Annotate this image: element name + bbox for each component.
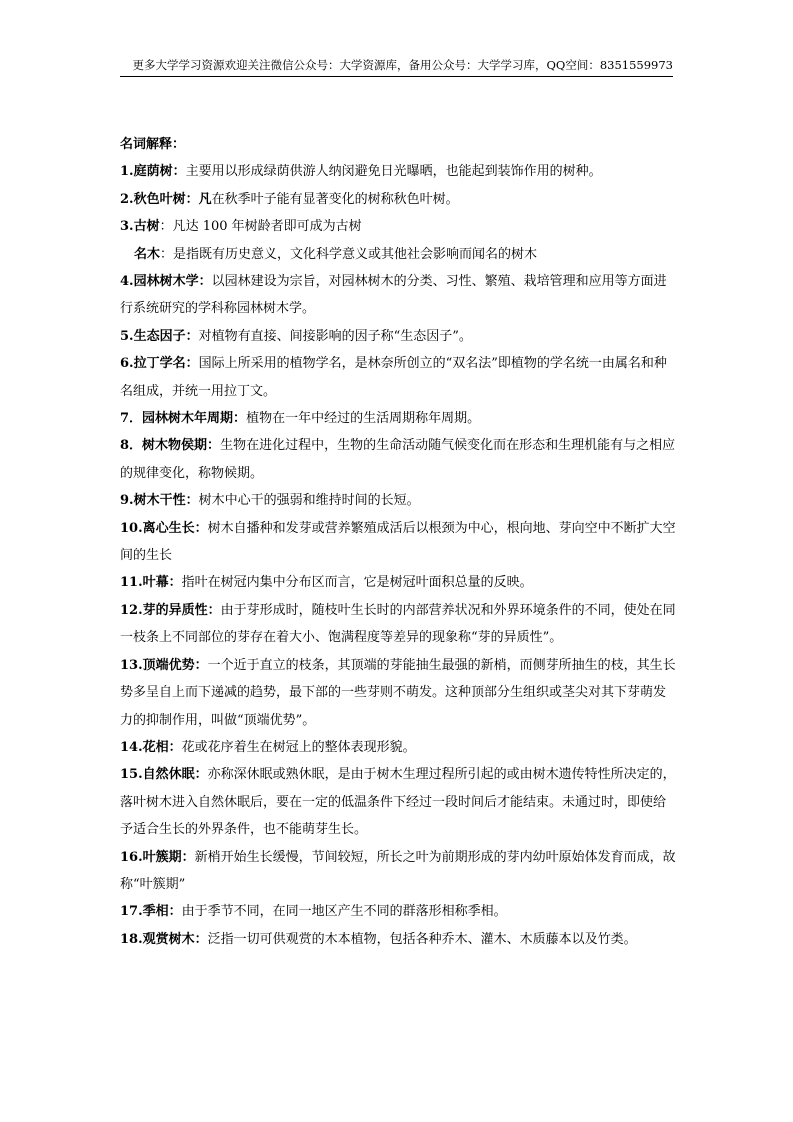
entry-term: 秋色叶树：凡 <box>133 191 212 207</box>
entry-definition: 由于芽形成时，随枝叶生长时的内部营养状况和外界环境条件的不同，使处在同一枝条上不同部位的芽存在着大小、饱满程度等差异的现象称“芽的异质性”。 <box>120 602 676 646</box>
entry-number: 18. <box>120 931 143 947</box>
entry-number: 1. <box>120 164 134 180</box>
entry-number: 14. <box>120 739 143 755</box>
entry-definition: 亦称深休眠或熟休眠，是由于树木生理过程所引起的或由树木遗传特性所决定的，落叶树木进入自然休眠后，要在一定的低温条件下经过一段时间后才能结束。未通过时，即使给予适合生长的外界条件，也不能萌芽生长。 <box>120 767 676 838</box>
entry-term: 园林树木学： <box>133 274 212 290</box>
entry-definition: ：凡达 100 年树龄者即可成为古树 <box>159 219 362 235</box>
entry-3 <box>120 213 676 240</box>
document-body <box>120 131 676 953</box>
entry-definition: 生物在进化过程中，生物的生命活动随气候变化而在形态和生理机能有与之相应的规律变化，称物候期。 <box>120 438 676 481</box>
entry-term: 拉丁学名： <box>133 356 199 372</box>
entry-number: 7． <box>120 411 143 427</box>
entry-definition: 一个近于直立的枝条，其顶端的芽能抽生最强的新梢，而侧芽所抽生的枝，其生长势多呈自上而下递减的趋势，最下部的一些芽则不萌发。这种顶部分生组织或茎尖对其下芽萌发力的抑制作用，叫做“顶端优势”。 <box>120 657 676 728</box>
section-title: 名词解释： <box>120 137 186 152</box>
entry-term: 园林树木年周期： <box>142 411 247 427</box>
entry-term: 树木干性： <box>133 493 199 509</box>
entry-definition: 花或花序着生在树冠上的整体表现形貌。 <box>181 739 416 755</box>
entry-term: 庭荫树： <box>133 164 186 180</box>
entry-7 <box>120 405 676 432</box>
entry-number: 17. <box>120 904 143 920</box>
entry-number: 16. <box>120 849 143 865</box>
entry-9 <box>120 487 676 514</box>
entry-term: 季相： <box>142 904 182 920</box>
entry-2 <box>120 186 676 213</box>
entry-term: 顶端优势： <box>142 657 208 673</box>
entry-term: 叶幕： <box>142 575 182 591</box>
entry-number: 2. <box>120 191 134 207</box>
entry-definition: 泛指一切可供观赏的木本植物，包括各种乔木、灌木、木质藤本以及竹类。 <box>207 931 637 947</box>
entry-14 <box>120 734 676 761</box>
entry-number: 15. <box>120 767 143 783</box>
entry-11 <box>120 569 676 596</box>
entry-5 <box>120 323 676 350</box>
entry-10 <box>120 515 676 570</box>
entry-number: 3. <box>120 219 134 235</box>
entry-1 <box>120 158 676 185</box>
entry-term: 离心生长： <box>142 520 208 536</box>
entry-term: 古树 <box>133 219 160 235</box>
entry-term: 自然休眠： <box>142 767 208 783</box>
header-divider <box>120 76 673 77</box>
entry-number: 8． <box>120 438 143 454</box>
entry-term: 名木 <box>134 246 161 262</box>
entry-15 <box>120 761 676 843</box>
entry-17 <box>120 898 676 925</box>
entry-number: 13. <box>120 657 143 673</box>
entry-definition: 对植物有直接、间接影响的因子称“生态因子”。 <box>198 328 472 344</box>
entry-13 <box>120 652 676 734</box>
entry-definition: 国际上所采用的植物学名，是林奈所创立的“双名法”即植物的学名统一由属名和种名组成，并统一用拉丁文。 <box>120 356 667 399</box>
entry-definition: ：是指既有历史意义，文化科学意义或其他社会影响而闻名的树木 <box>160 246 538 262</box>
entry-term: 生态因子： <box>133 328 199 344</box>
entry-definition: 以园林建设为宗旨，对园林树木的分类、习性、繁殖、栽培管理和应用等方面进行系统研究的学科称园林树木学。 <box>120 274 667 317</box>
page-header: 更多大学学习资源欢迎关注微信公众号：大学资源库，备用公众号：大学学习库，QQ空间：8351559973 <box>132 58 673 72</box>
entry-number: 5. <box>120 328 134 344</box>
entry-3-sub <box>120 241 676 268</box>
entry-18 <box>120 926 676 953</box>
entry-definition: 指叶在树冠内集中分布区而言，它是树冠叶面积总量的反映。 <box>181 575 533 591</box>
entry-term: 树木物侯期： <box>142 438 221 454</box>
entry-12 <box>120 597 676 652</box>
entry-definition: 主要用以形成绿荫供游人纳闵避免日光曝晒，也能起到装饰作用的树种。 <box>185 164 602 180</box>
entry-term: 叶簇期： <box>142 849 195 865</box>
entry-number: 11. <box>120 575 143 591</box>
entry-definition: 新梢开始生长缓慢，节间较短，所长之叶为前期形成的芽内幼叶原始体发育而成，故称“叶簇期” <box>120 849 676 892</box>
entry-number: 9. <box>120 493 134 509</box>
entry-number: 10. <box>120 520 143 536</box>
entry-definition: 树木自播种和发芽或营养繁殖成活后以根颈为中心，根向地、芽向空中不断扩大空间的生长 <box>120 520 676 564</box>
entry-term: 观赏树木： <box>142 931 208 947</box>
entry-8 <box>120 432 676 487</box>
entry-number: 4. <box>120 274 134 290</box>
entry-definition: 由于季节不同，在同一地区产生不同的群落形相称季相。 <box>181 904 507 920</box>
entry-definition: 树木中心干的强弱和维持时间的长短。 <box>198 493 420 509</box>
entry-number: 12. <box>120 602 143 618</box>
entry-term: 花相： <box>142 739 182 755</box>
entry-6 <box>120 350 676 405</box>
entry-number: 6. <box>120 356 134 372</box>
entry-16 <box>120 844 676 899</box>
entry-term: 芽的异质性： <box>142 602 221 618</box>
entry-4 <box>120 268 676 323</box>
entry-definition: 在秋季叶子能有显著变化的树称秋色叶树。 <box>211 191 459 207</box>
entry-definition: 植物在一年中经过的生活周期称年周期。 <box>246 411 481 427</box>
